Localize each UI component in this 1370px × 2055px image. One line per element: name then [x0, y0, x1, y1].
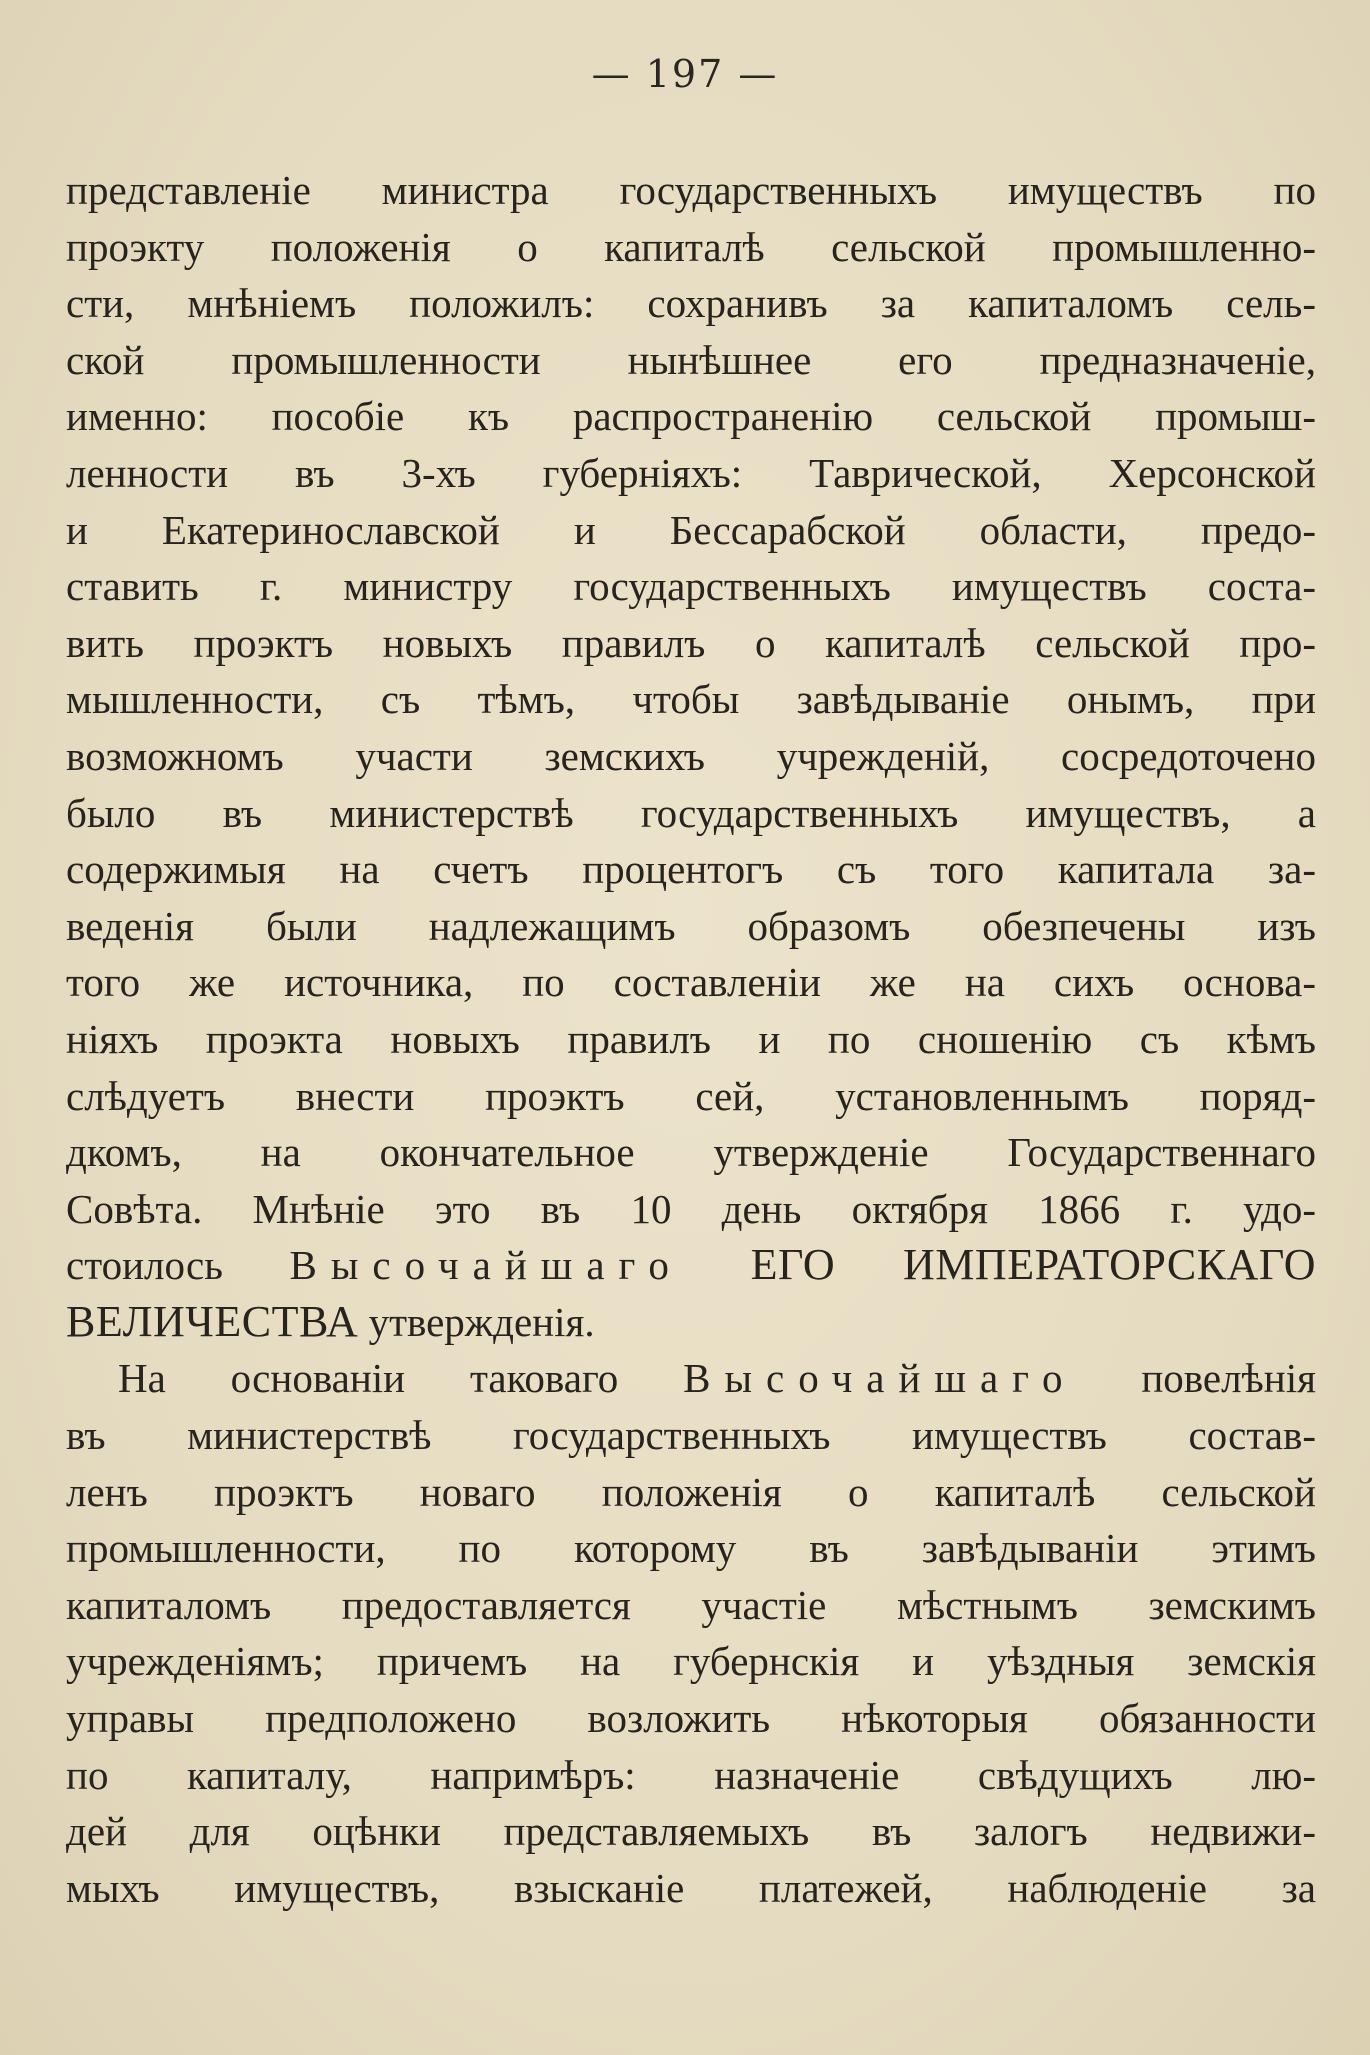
text-line [66, 671, 1316, 728]
text-line [66, 615, 1316, 672]
line-text: управы предположено возложить нѣкоторыя обязанности [66, 1695, 1316, 1742]
text-line [66, 1181, 1316, 1238]
line-text: ленъ проэктъ новаго положенія о капиталѣ сельской [66, 1468, 1316, 1515]
text-line [66, 1464, 1316, 1521]
text-line [66, 1294, 1316, 1351]
text-line [66, 954, 1316, 1011]
line-text: въ министерствѣ государственныхъ имуществъ состав- [66, 1412, 1316, 1459]
line-text: учрежденіямъ; причемъ на губернскія и уѣздныя земскія [66, 1638, 1316, 1685]
emphasized-word: Высочайшаго [683, 1355, 1077, 1402]
text-line [66, 445, 1316, 502]
text-line [66, 275, 1316, 332]
text-line [66, 162, 1316, 219]
line-text: представленіе министра государственныхъ имуществъ по [66, 167, 1316, 213]
line-text: ставить г. министру государственныхъ имуществъ соста- [66, 563, 1316, 610]
text-line [66, 728, 1316, 785]
line-text: по капиталу, напримѣръ: назначеніе свѣдущихъ лю- [66, 1751, 1316, 1798]
text-line [66, 1407, 1316, 1464]
text-line [66, 1860, 1316, 1917]
line-text: стоилось [66, 1242, 290, 1289]
text-line [66, 1124, 1316, 1181]
text-line [66, 841, 1316, 898]
text-line [66, 502, 1316, 559]
page-number: — 197 — [591, 52, 779, 96]
line-text: того же источника, по составленіи же на сихъ основа- [66, 959, 1316, 1006]
line-text: капиталомъ предоставляется участіе мѣстнымъ земскимъ [66, 1581, 1316, 1628]
line-text: и Екатеринославской и Бессарабской области, предо- [66, 506, 1316, 553]
text-line [66, 558, 1316, 615]
line-text: повелѣнія [1076, 1355, 1316, 1402]
text-line [66, 1237, 1316, 1294]
line-text: содержимыя на счетъ процентогъ съ того капитала за- [66, 846, 1316, 893]
line-text: Совѣта. Мнѣніе это въ 10 день октября 1866 г. удо- [66, 1185, 1316, 1232]
text-line [66, 785, 1316, 842]
line-text: мыхъ имуществъ, взысканіе платежей, наблюденіе за [66, 1864, 1316, 1911]
line-text: веденія были надлежащимъ образомъ обезпечены изъ [66, 902, 1316, 949]
line-text: На основаніи таковаго [118, 1355, 684, 1402]
caps-text: ЕГО ИМПЕРАТОРСКАГО [682, 1240, 1316, 1290]
text-line [66, 1068, 1316, 1125]
line-text: промышленности, по которому въ завѣдываніи этимъ [66, 1525, 1316, 1572]
line-text: вить проэктъ новыхъ правилъ о капиталѣ сельской про- [66, 619, 1316, 666]
emphasized-word: Высочайшаго [289, 1242, 683, 1289]
text-line [66, 1690, 1316, 1747]
text-line [66, 1633, 1316, 1690]
text-line [66, 1577, 1316, 1634]
caps-text: ВЕЛИЧЕСТВА [66, 1296, 359, 1346]
line-text: сти, мнѣніемъ положилъ: сохранивъ за капиталомъ сель- [66, 280, 1316, 327]
text-line [66, 1747, 1316, 1804]
text-line [66, 898, 1316, 955]
line-text: слѣдуетъ внести проэктъ сей, установленнымъ поряд- [66, 1072, 1316, 1119]
line-text: мышленности, съ тѣмъ, чтобы завѣдываніе онымъ, при [66, 676, 1316, 723]
line-text: именно: пособіе къ распространенію сельской промыш- [66, 393, 1316, 440]
line-text: проэкту положенія о капиталѣ сельской промышленно- [66, 223, 1316, 270]
text-line [66, 219, 1316, 276]
line-text: утвержденія. [358, 1298, 595, 1345]
line-text: дкомъ, на окончательное утвержденіе Государственнаго [66, 1129, 1316, 1176]
line-text: было въ министерствѣ государственныхъ имуществъ, а [66, 789, 1316, 836]
line-text: ніяхъ проэкта новыхъ правилъ и по сношенію съ кѣмъ [66, 1015, 1316, 1062]
text-line [66, 388, 1316, 445]
text-line [66, 1520, 1316, 1577]
line-text: ской промышленности нынѣшнее его предназначеніе, [66, 336, 1316, 383]
text-line [66, 1011, 1316, 1068]
text-line [66, 1803, 1316, 1860]
line-text: дей для оцѣнки представляемыхъ въ залогъ недвижи- [66, 1808, 1316, 1855]
line-text: ленности въ 3-хъ губерніяхъ: Таврической, Херсонской [66, 449, 1316, 496]
text-line [66, 1350, 1316, 1407]
text-line [66, 332, 1316, 389]
line-text: возможномъ участи земскихъ учрежденій, сосредоточено [66, 732, 1316, 779]
body-text [66, 162, 1316, 1916]
